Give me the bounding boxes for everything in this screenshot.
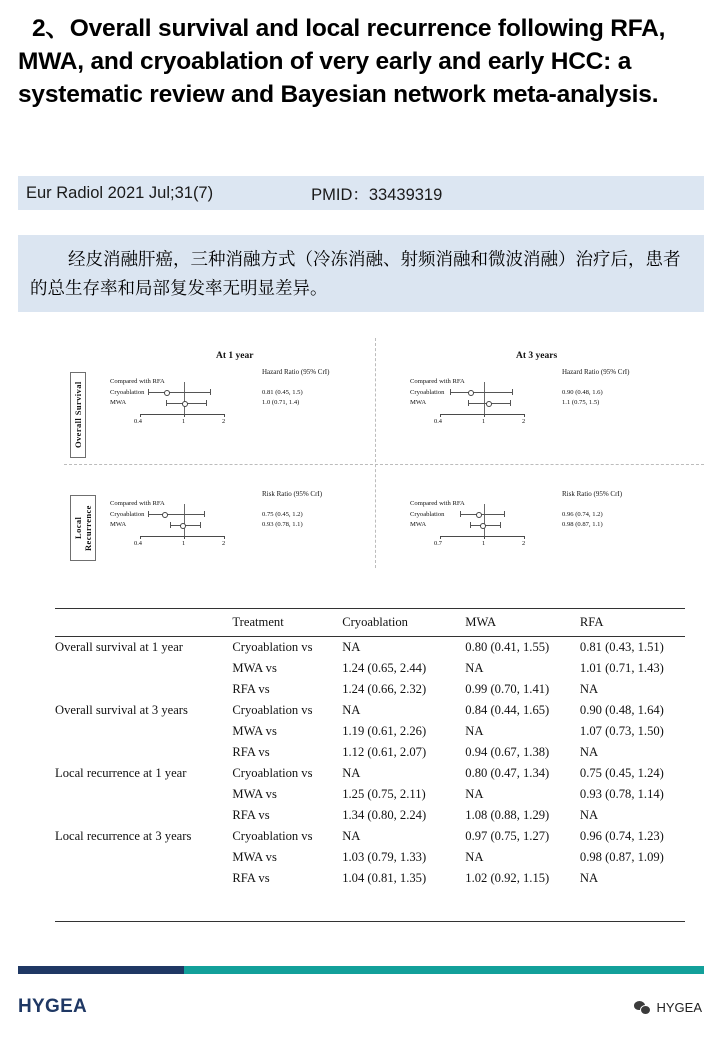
panel-ci-cap xyxy=(500,522,501,528)
panel-axis-tick-label: 2 xyxy=(522,540,526,547)
panel-point-mwa xyxy=(182,401,188,407)
results-table xyxy=(55,608,685,892)
panel-estimate-cryoablation: 0.90 (0.48, 1.6) xyxy=(562,389,603,396)
table-header-blank xyxy=(55,609,232,637)
panel-row-label-mwa: MWA xyxy=(110,521,127,528)
page-title xyxy=(18,12,708,111)
cell-treatment: RFA vs xyxy=(232,682,270,696)
wechat-icon xyxy=(634,1001,650,1014)
cell-rfa: 0.81 (0.43, 1.51) xyxy=(579,640,664,654)
cell-group xyxy=(55,847,232,868)
cell-mwa: NA xyxy=(465,787,484,801)
panel-point-mwa xyxy=(486,401,492,407)
cell-cryoablation: NA xyxy=(342,829,361,843)
panel-estimate-mwa: 1.0 (0.71, 1.4) xyxy=(262,399,300,406)
cell-treatment: Cryoablation vs xyxy=(232,829,313,843)
summary-text: 经皮消融肝癌，三种消融方式（冷冻消融、射频消融和微波消融）治疗后，患者的总生存率和局部复发率无明显差异。 xyxy=(30,249,681,298)
panel-row-label-cryoablation: Cryoablation xyxy=(410,511,445,518)
cell-mwa: 0.99 (0.70, 1.41) xyxy=(465,682,550,696)
pmid-label: PMID：33439319 xyxy=(311,186,443,204)
panel-axis-tick-label: 2 xyxy=(222,418,226,425)
panel-lr-1year xyxy=(110,490,368,572)
cell-group xyxy=(55,721,232,742)
table-bottom-rule xyxy=(55,921,685,922)
cell-rfa: 0.93 (0.78, 1.14) xyxy=(579,787,664,801)
panel-row-label-cryoablation: Cryoablation xyxy=(110,511,145,518)
cell-rfa: NA xyxy=(579,745,599,759)
panel-axis xyxy=(440,414,524,415)
panel-estimate-mwa: 0.93 (0.78, 1.1) xyxy=(262,521,303,528)
figure-row-label-local-recurrence: Local Recurrence xyxy=(70,495,96,561)
cell-group xyxy=(55,784,232,805)
cell-group xyxy=(55,805,232,826)
panel-axis-tick xyxy=(524,536,525,539)
cell-group xyxy=(55,868,232,892)
cell-mwa: 0.80 (0.47, 1.34) xyxy=(465,766,550,780)
cell-treatment: MWA vs xyxy=(232,850,277,864)
figure-vertical-divider xyxy=(375,338,376,568)
panel-ci-cap xyxy=(166,400,167,406)
panel-ci-cryoablation xyxy=(148,514,204,515)
panel-ci-cap xyxy=(148,389,149,395)
panel-metric-header: Risk Ratio (95% CrI) xyxy=(562,490,623,498)
panel-estimate-cryoablation: 0.96 (0.74, 1.2) xyxy=(562,511,603,518)
panel-point-mwa xyxy=(180,523,186,529)
table-row xyxy=(55,784,685,805)
table-header-row xyxy=(55,609,685,637)
cell-mwa: 0.80 (0.41, 1.55) xyxy=(465,640,550,654)
panel-ci-cryoablation xyxy=(460,514,504,515)
panel-ci-cap xyxy=(206,400,207,406)
cell-mwa: NA xyxy=(465,850,484,864)
table-row xyxy=(55,700,685,721)
table-header-rfa: RFA xyxy=(580,609,685,637)
cell-treatment: Cryoablation vs xyxy=(232,766,313,780)
footer-bar-teal xyxy=(184,966,704,974)
panel-ci-cryoablation xyxy=(450,392,512,393)
journal-bar xyxy=(18,176,704,210)
cell-rfa: 1.07 (0.73, 1.50) xyxy=(579,724,664,738)
panel-ci-cap xyxy=(204,511,205,517)
journal-citation: Eur Radiol 2021 Jul;31(7) xyxy=(26,183,214,202)
cell-group: Overall survival at 3 years xyxy=(55,703,188,717)
cell-mwa: NA xyxy=(465,724,484,738)
wechat-account xyxy=(634,1000,702,1015)
cell-rfa: 0.96 (0.74, 1.23) xyxy=(579,829,664,843)
panel-axis-tick-label: 0.7 xyxy=(434,540,442,547)
panel-null-line xyxy=(484,382,485,416)
figure-column-header-3years: At 3 years xyxy=(516,351,558,361)
brand-logo: HYGEA xyxy=(18,996,88,1017)
cell-group xyxy=(55,679,232,700)
panel-row-label-mwa: MWA xyxy=(410,399,427,406)
cell-treatment: MWA vs xyxy=(232,787,277,801)
table-header-mwa: MWA xyxy=(465,609,580,637)
forest-plot-figure xyxy=(18,330,704,580)
cell-group: Local recurrence at 3 years xyxy=(55,829,192,843)
panel-ci-cap xyxy=(210,389,211,395)
cell-rfa: 1.01 (0.71, 1.43) xyxy=(579,661,664,675)
cell-cryoablation: NA xyxy=(342,640,361,654)
panel-metric-header: Risk Ratio (95% CrI) xyxy=(262,490,323,498)
cell-cryoablation: 1.24 (0.66, 2.32) xyxy=(342,682,427,696)
panel-axis-tick-label: 1 xyxy=(482,418,486,425)
panel-axis-tick xyxy=(484,414,485,417)
cell-mwa: NA xyxy=(465,661,484,675)
table-body xyxy=(55,637,685,893)
panel-null-line xyxy=(184,504,185,538)
cell-rfa: NA xyxy=(579,808,599,822)
panel-axis-tick xyxy=(484,536,485,539)
panel-axis xyxy=(440,536,524,537)
panel-estimate-cryoablation: 0.75 (0.45, 1.2) xyxy=(262,511,303,518)
table-row xyxy=(55,868,685,892)
cell-cryoablation: 1.04 (0.81, 1.35) xyxy=(342,871,427,885)
table-row xyxy=(55,826,685,847)
panel-ci-cap xyxy=(170,522,171,528)
summary-box xyxy=(18,235,704,312)
title-text: Overall survival and local recurrence following RFA, MWA, and cryoablation of very early and early HCC: a systematic review and Bayesian network meta-analysis. xyxy=(18,15,666,108)
cell-mwa: 0.84 (0.44, 1.65) xyxy=(465,703,550,717)
cell-cryoablation: 1.24 (0.65, 2.44) xyxy=(342,661,427,675)
panel-ci-cap xyxy=(148,511,149,517)
cell-cryoablation: NA xyxy=(342,703,361,717)
panel-axis-tick-label: 2 xyxy=(222,540,226,547)
panel-axis-tick xyxy=(224,536,225,539)
table-row xyxy=(55,679,685,700)
panel-estimate-mwa: 1.1 (0.75, 1.5) xyxy=(562,399,600,406)
panel-ci-cap xyxy=(450,389,451,395)
panel-axis xyxy=(140,536,224,537)
cell-mwa: 1.02 (0.92, 1.15) xyxy=(465,871,550,885)
cell-treatment: Cryoablation vs xyxy=(232,640,313,654)
cell-treatment: MWA vs xyxy=(232,661,277,675)
panel-axis-tick-label: 1 xyxy=(482,540,486,547)
cell-group xyxy=(55,742,232,763)
cell-cryoablation: 1.19 (0.61, 2.26) xyxy=(342,724,427,738)
panel-point-mwa xyxy=(480,523,486,529)
cell-rfa: 0.90 (0.48, 1.64) xyxy=(579,703,664,717)
panel-row-label-mwa: MWA xyxy=(110,399,127,406)
panel-row-label-cryoablation: Cryoablation xyxy=(110,389,145,396)
table-row xyxy=(55,847,685,868)
panel-point-cryoablation xyxy=(164,390,170,396)
cell-group xyxy=(55,658,232,679)
panel-null-line xyxy=(184,382,185,416)
table-row xyxy=(55,805,685,826)
panel-os-1year xyxy=(110,368,368,450)
panel-ci-cap xyxy=(470,522,471,528)
cell-treatment: RFA vs xyxy=(232,745,270,759)
panel-ci-cap xyxy=(504,511,505,517)
panel-axis-tick-label: 0.4 xyxy=(134,540,142,547)
panel-point-cryoablation xyxy=(468,390,474,396)
panel-axis-tick xyxy=(184,414,185,417)
table-header-treatment: Treatment xyxy=(232,609,342,637)
figure-row-label-overall-survival: Overall Survival xyxy=(70,372,86,458)
panel-axis-tick-label: 1 xyxy=(182,540,186,547)
table-row xyxy=(55,742,685,763)
panel-axis-tick-label: 1 xyxy=(182,418,186,425)
panel-point-cryoablation xyxy=(162,512,168,518)
title-number: 2、 xyxy=(32,15,70,42)
cell-cryoablation: 1.12 (0.61, 2.07) xyxy=(342,745,427,759)
panel-axis-tick xyxy=(224,414,225,417)
cell-cryoablation: 1.03 (0.79, 1.33) xyxy=(342,850,427,864)
panel-ci-cap xyxy=(468,400,469,406)
panel-metric-header: Hazard Ratio (95% CrI) xyxy=(562,368,630,376)
panel-null-line xyxy=(484,504,485,538)
panel-comparison-label: Compared with RFA xyxy=(410,500,465,507)
table-row xyxy=(55,721,685,742)
panel-axis-tick xyxy=(140,414,141,417)
panel-comparison-label: Compared with RFA xyxy=(410,378,465,385)
figure-horizontal-divider xyxy=(64,464,704,465)
panel-axis-tick xyxy=(440,536,441,539)
table-row xyxy=(55,658,685,679)
panel-point-cryoablation xyxy=(476,512,482,518)
panel-estimate-mwa: 0.98 (0.87, 1.1) xyxy=(562,521,603,528)
panel-ci-cryoablation xyxy=(148,392,210,393)
cell-group: Overall survival at 1 year xyxy=(55,640,183,654)
panel-ci-cap xyxy=(510,400,511,406)
panel-ci-cap xyxy=(200,522,201,528)
panel-ci-cap xyxy=(512,389,513,395)
cell-mwa: 1.08 (0.88, 1.29) xyxy=(465,808,550,822)
table-row xyxy=(55,637,685,659)
panel-row-label-mwa: MWA xyxy=(410,521,427,528)
panel-axis-tick xyxy=(524,414,525,417)
panel-axis-tick xyxy=(140,536,141,539)
panel-os-3years xyxy=(410,368,668,450)
panel-estimate-cryoablation: 0.81 (0.45, 1.5) xyxy=(262,389,303,396)
panel-axis-tick-label: 2 xyxy=(522,418,526,425)
table-row xyxy=(55,763,685,784)
footer-bar-navy xyxy=(18,966,184,974)
cell-cryoablation: 1.25 (0.75, 2.11) xyxy=(342,787,426,801)
cell-cryoablation: NA xyxy=(342,766,361,780)
panel-metric-header: Hazard Ratio (95% CrI) xyxy=(262,368,330,376)
cell-mwa: 0.97 (0.75, 1.27) xyxy=(465,829,550,843)
figure-column-header-1year: At 1 year xyxy=(216,351,254,361)
cell-mwa: 0.94 (0.67, 1.38) xyxy=(465,745,550,759)
panel-row-label-cryoablation: Cryoablation xyxy=(410,389,445,396)
panel-axis xyxy=(140,414,224,415)
panel-axis-tick xyxy=(440,414,441,417)
wechat-label: HYGEA xyxy=(656,1000,702,1015)
panel-lr-3years xyxy=(410,490,668,572)
cell-rfa: NA xyxy=(579,682,599,696)
panel-axis-tick-label: 0.4 xyxy=(434,418,442,425)
panel-axis-tick xyxy=(184,536,185,539)
cell-cryoablation: 1.34 (0.80, 2.24) xyxy=(342,808,427,822)
cell-group: Local recurrence at 1 year xyxy=(55,766,187,780)
panel-axis-tick-label: 0.4 xyxy=(134,418,142,425)
table-header-cryoablation: Cryoablation xyxy=(342,609,465,637)
panel-ci-cap xyxy=(460,511,461,517)
panel-comparison-label: Compared with RFA xyxy=(110,500,165,507)
cell-rfa: 0.98 (0.87, 1.09) xyxy=(579,850,664,864)
cell-rfa: 0.75 (0.45, 1.24) xyxy=(579,766,664,780)
cell-treatment: RFA vs xyxy=(232,808,270,822)
cell-treatment: RFA vs xyxy=(232,871,270,885)
cell-treatment: Cryoablation vs xyxy=(232,703,313,717)
cell-rfa: NA xyxy=(579,871,599,885)
cell-treatment: MWA vs xyxy=(232,724,277,738)
panel-comparison-label: Compared with RFA xyxy=(110,378,165,385)
